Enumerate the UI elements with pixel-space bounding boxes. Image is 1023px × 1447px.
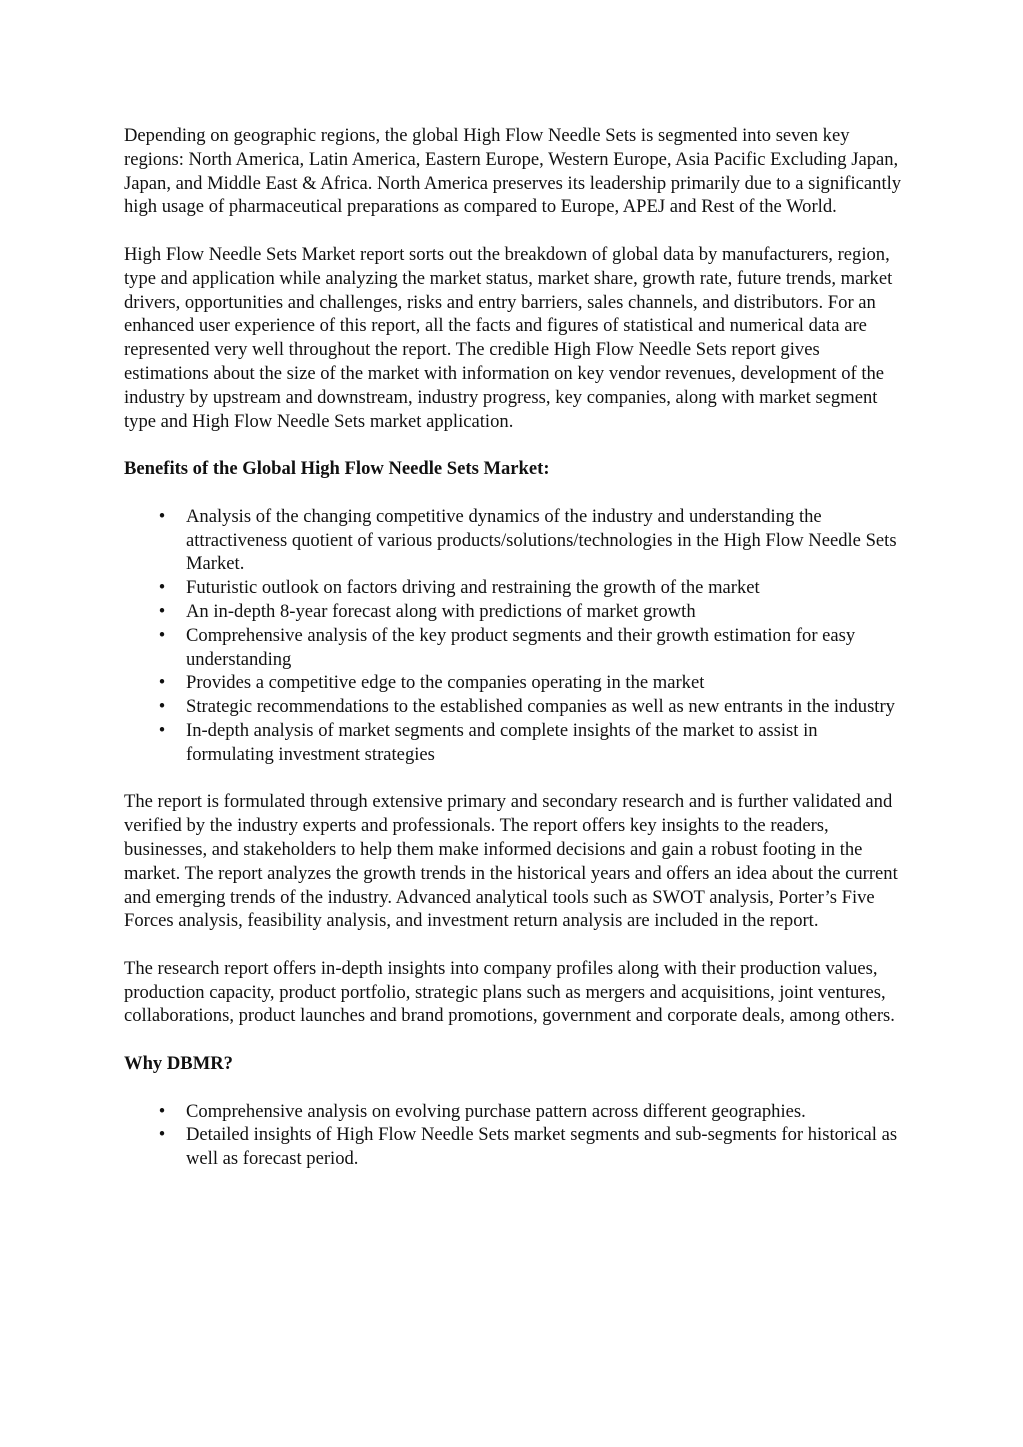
list-item [124,671,904,695]
list-item [124,1100,904,1124]
paragraph-report-overview: High Flow Needle Sets Market report sorts out the breakdown of global data by manufacturers, region, type and application while analyzing the market status, market share, growth rate, future trends, market drivers, opportunities and challenges, risks and entry barriers, sales channels, and distributors. For an enhanced user experience of this report, all the facts and figures of statistical and numerical data are represented very well throughout the report. The credible High Flow Needle Sets report gives estimations about the size of the market with information on key vendor revenues, development of the industry by upstream and downstream, industry progress, key companies, along with market segment type and High Flow Needle Sets market application. [124,243,893,432]
benefits-heading: Benefits of the Global High Flow Needle Sets Market: [124,458,550,480]
paragraph-regions: Depending on geographic regions, the global High Flow Needle Sets is segmented into seven key regions: North America, Latin America, Eastern Europe, Western Europe, Asia Pacific Excluding Japan, Japan, and Middle East & Africa. North America preserves its leadership primarily due to a significantly high usage of pharmaceutical preparations as compared to Europe, APEJ and Rest of the World. [124,125,902,218]
list-item [124,505,904,576]
list-item-text: An in-depth 8-year forecast along with predictions of market growth [186,600,696,622]
list-item-text: Strategic recommendations to the established companies as well as new entrants in the industry [186,696,895,718]
list-item [124,695,904,719]
list-item-text: Analysis of the changing competitive dynamics of the industry and understanding the attractiveness quotient of various products/solutions/technologies in the High Flow Needle Sets Market. [186,505,897,575]
bullet-icon: • [158,672,166,694]
benefits-list [124,505,904,767]
list-item-text: Futuristic outlook on factors driving and restraining the growth of the market [186,577,760,599]
list-item-text: Comprehensive analysis on evolving purchase pattern across different geographies. [186,1100,806,1122]
bullet-icon: • [158,600,166,622]
list-item [124,624,904,672]
bullet-icon: • [158,719,166,741]
list-item [124,576,904,600]
paragraph-company-profiles: The research report offers in-depth insights into company profiles along with their production values, production capacity, product portfolio, strategic plans such as mergers and acquisitions, joint ventures, collaborations, product launches and brand promotions, government and corporate deals, among others. [124,957,895,1027]
list-item [124,719,904,767]
list-item-text: In-depth analysis of market segments and complete insights of the market to assist in formulating investment strategies [186,719,818,765]
bullet-icon: • [158,1100,166,1122]
bullet-icon: • [158,1124,166,1146]
list-item-text: Detailed insights of High Flow Needle Sets market segments and sub-segments for historical as well as forecast period. [186,1124,898,1170]
list-item-text: Comprehensive analysis of the key product segments and their growth estimation for easy understanding [186,624,856,670]
why-dbmr-list [124,1100,904,1171]
list-item-text: Provides a competitive edge to the companies operating in the market [186,672,705,694]
bullet-icon: • [158,696,166,718]
document-page [124,124,904,1195]
bullet-icon: • [158,505,166,527]
paragraph-methodology: The report is formulated through extensive primary and secondary research and is further validated and verified by the industry experts and professionals. The report offers key insights to the readers, businesses, and stakeholders to help them make informed decisions and gain a robust footing in the market. The report analyzes the growth trends in the historical years and offers an idea about the current and emerging trends of the industry. Advanced analytical tools such as SWOT analysis, Porter’s Five Forces analysis, feasibility analysis, and investment return analysis are included in the report. [124,791,898,932]
list-item [124,1123,904,1171]
list-item [124,600,904,624]
bullet-icon: • [158,624,166,646]
why-dbmr-heading: Why DBMR? [124,1053,233,1075]
bullet-icon: • [158,577,166,599]
